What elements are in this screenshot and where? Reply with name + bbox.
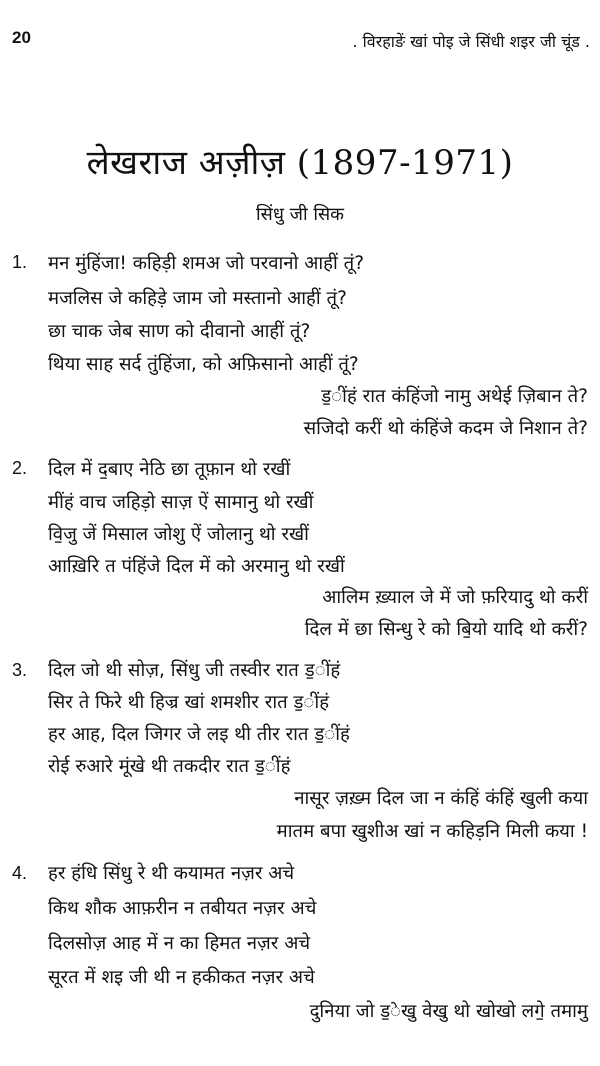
- verse-line: सूरत में शइ जी थी न हकीकत नज़र अचे: [48, 967, 315, 988]
- poem-title: लेखराज अज़ीज़ (1897-1971): [86, 143, 514, 183]
- stanza-number: 2.: [12, 458, 28, 478]
- stanza-number: 4.: [12, 863, 28, 883]
- couplet-line: आलिम ख़्याल जे में जो फ़रियादु थो करीं: [322, 587, 588, 608]
- couplet-line: दिल में छा सिन्धु रे को बि॒यो यादि थो करीं?: [304, 619, 588, 640]
- stanza-number: 3.: [12, 660, 28, 680]
- verse-line: दिलसोज़ आह में न का हिमत नज़र अचे: [48, 933, 311, 954]
- verse-line: वि॒जु जें मिसाल जोशु ऐं जोलानु थो रखीं: [48, 524, 309, 545]
- verse-line: हर आह, दिल जिगर जे लइ थी तीर रात ड॒ींहं: [48, 724, 350, 745]
- verse-line: दिल जो थी सोज़, सिंधु जी तस्वीर रात ड॒ींहं: [48, 660, 341, 681]
- couplet-line: मातम बपा खुशीअ खां न कहिड़नि मिली कया !: [276, 821, 588, 842]
- poem-subtitle: सिंधु जी सिक: [255, 204, 344, 225]
- couplet-line: नासूर ज़ख़्म दिल जा न कंहिं कंहिं खुली कया: [294, 788, 588, 809]
- verse-line: मजलिस जे कहिड़े जाम जो मस्तानो आहीं तूं?: [48, 288, 347, 309]
- verse-line: मींहं वाच जहिड़ो साज़ ऐं सामानु थो रखीं: [48, 492, 314, 513]
- verse-line: छा चाक जेब साण को दीवानो आहीं तूं?: [48, 321, 311, 342]
- couplet-line: दुनिया जो ड॒ेखु वेखु थो खोखो लगे॒ तमामु: [309, 1001, 588, 1022]
- running-head: . विरहाङें खां पोइ जे सिंधी शइर जी चूंड .: [352, 32, 590, 51]
- couplet-line: ड॒ींहं रात कंहिंजो नामु अथेई ज़िबान ते?: [321, 386, 588, 407]
- verse-line: किथ शौक आफ़रीन न तबीयत नज़र अचे: [48, 898, 317, 919]
- verse-line: सिर ते फिरे थी हिज्र खां शमशीर रात ड॒ींहं: [48, 692, 330, 713]
- verse-line: हर हंधि सिंधु रे थी कयामत नज़र अचे: [48, 863, 295, 884]
- verse-line: दिल में द॒बाए नेठि छा तूफ़ान थो रखीं: [48, 459, 291, 480]
- stanza-number: 1.: [12, 252, 28, 272]
- couplet-line: सजिदो करीं थो कंहिंजे कदम जे निशान ते?: [303, 418, 588, 439]
- page-number: 20: [12, 28, 31, 47]
- verse-line: मन मुंहिंजा! कहिड़ी शमअ जो परवानो आहीं तूं?: [48, 253, 365, 274]
- verse-line: थिया साह सर्द तुंहिंजा, को अफ़िसानो आहीं तूं?: [48, 354, 359, 375]
- verse-line: आख़िरि त पंहिंजे दिल में को अरमानु थो रखीं: [48, 556, 345, 577]
- verse-line: रोई रुआरे मूंखे थी तकदीर रात ड॒ींहं: [48, 756, 291, 777]
